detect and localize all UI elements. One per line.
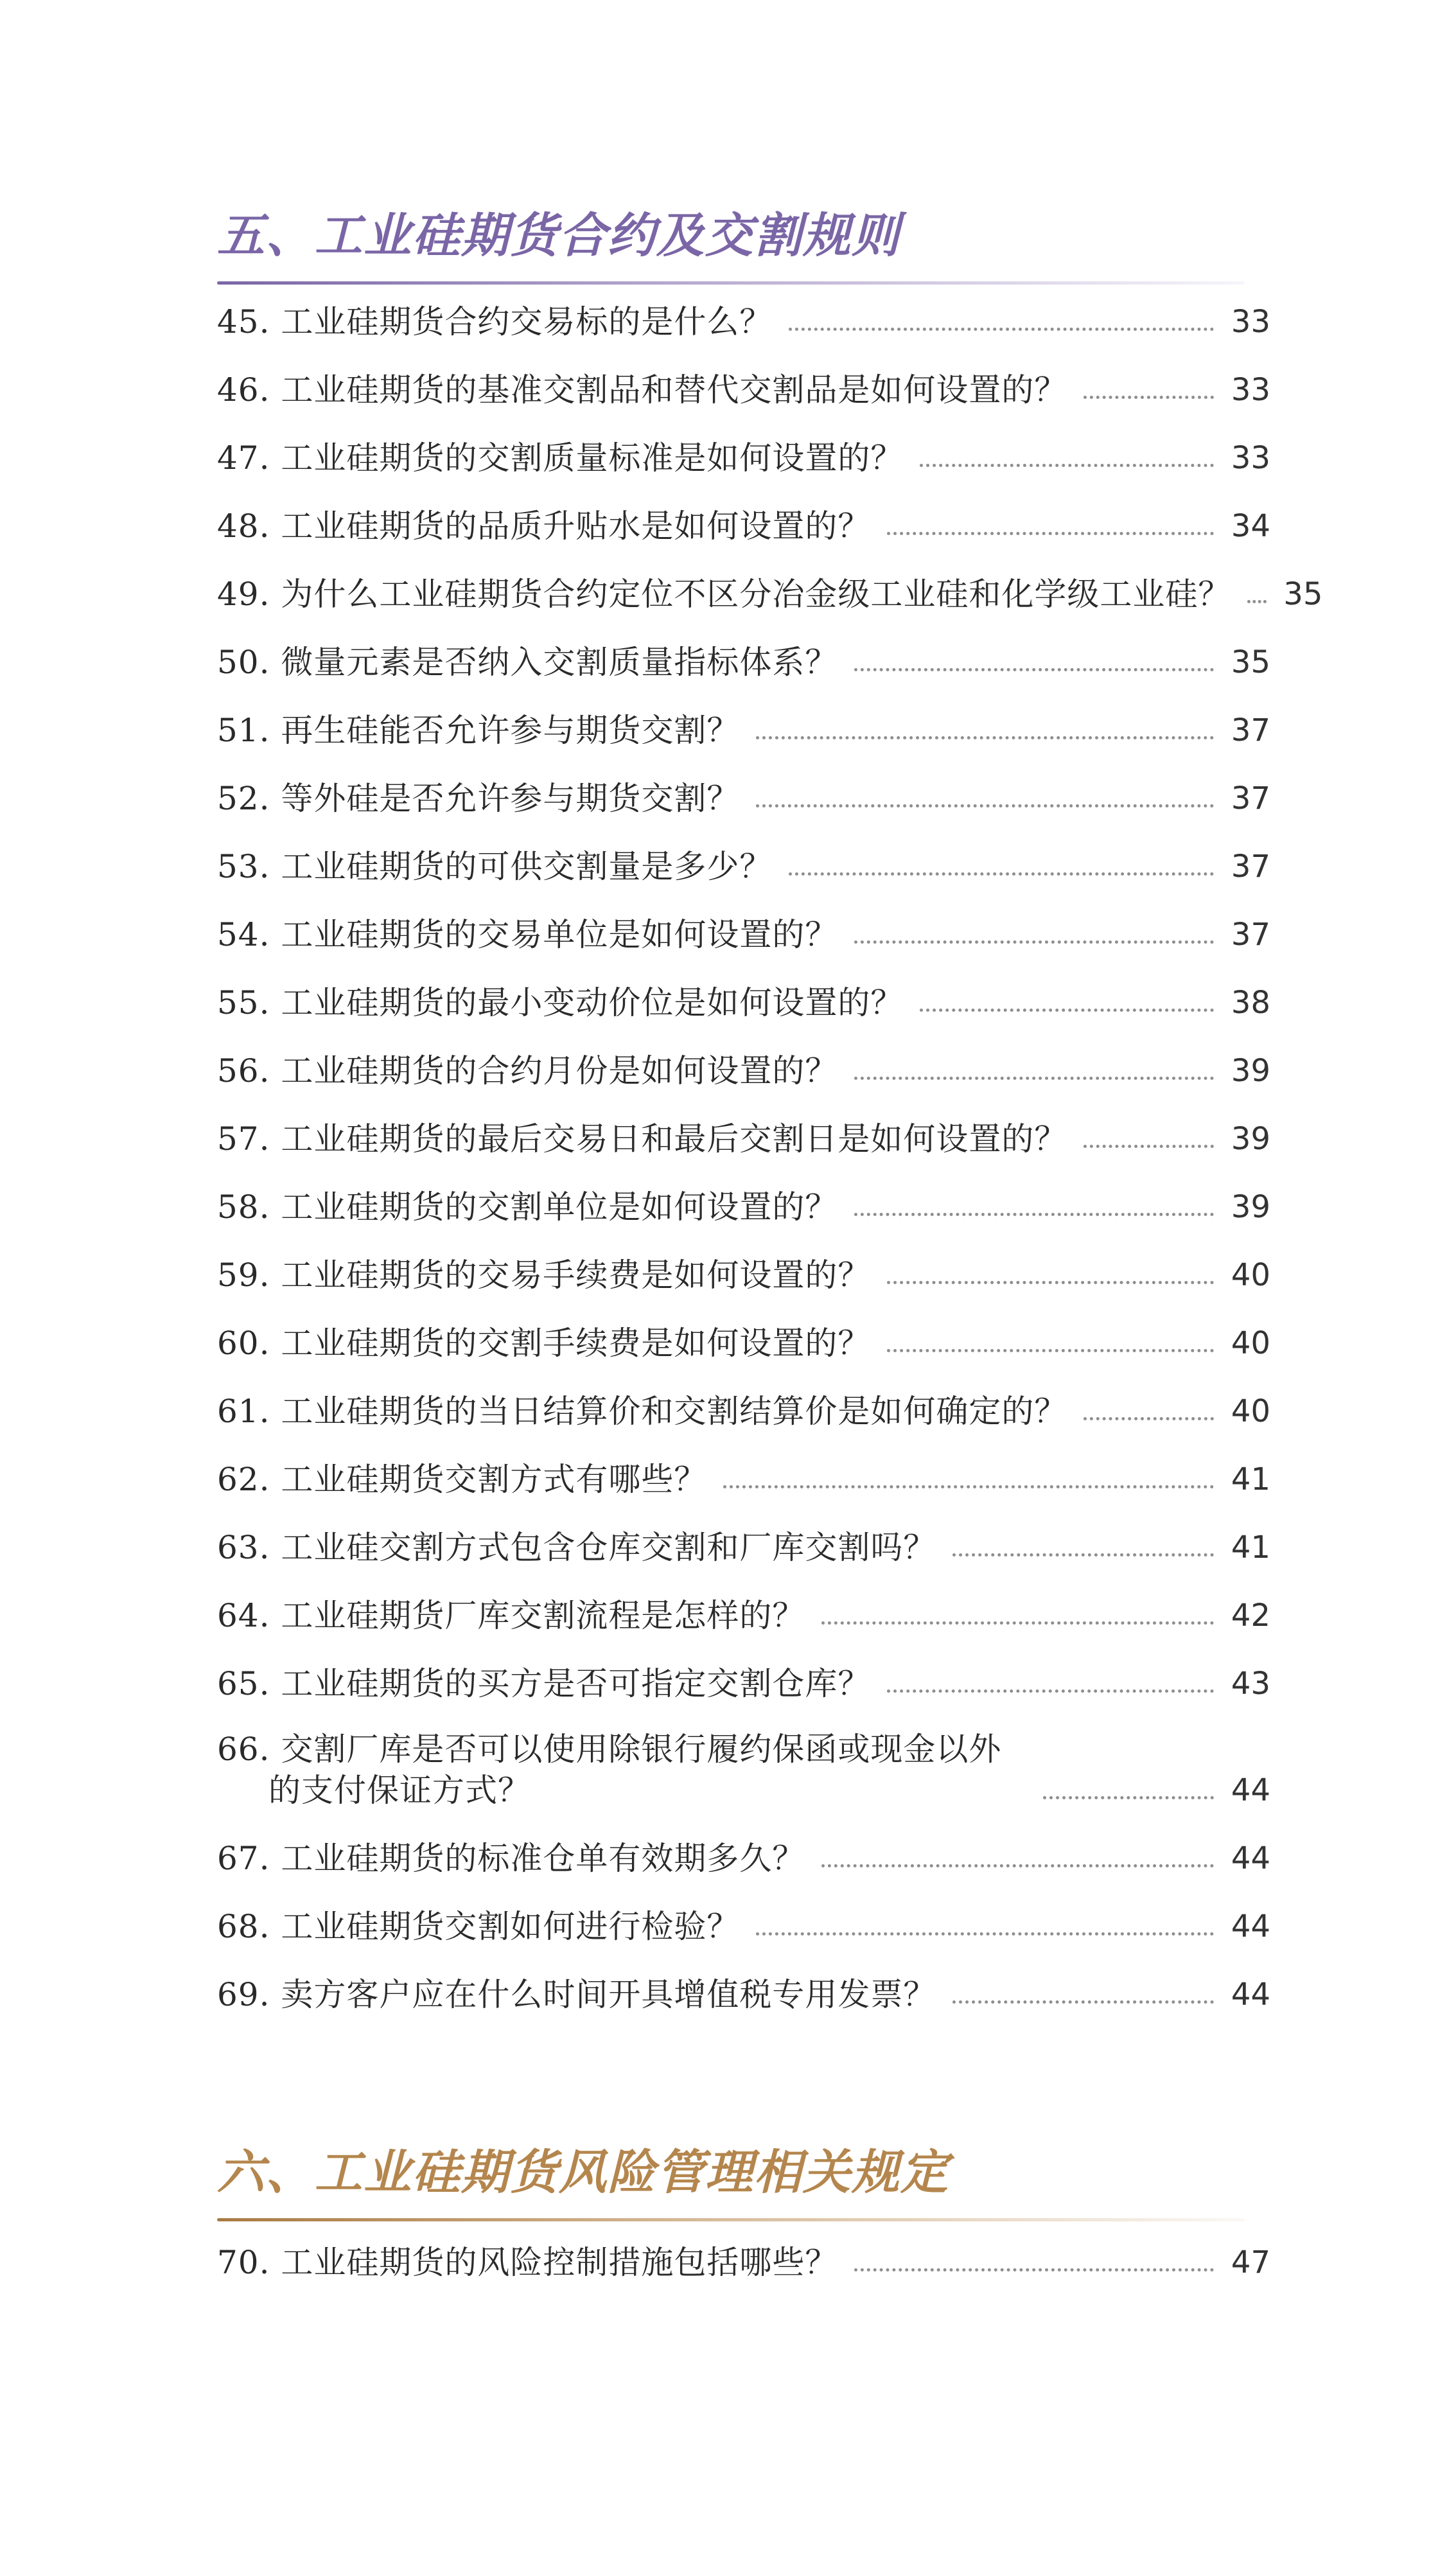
toc-entry-title: 63. 工业硅交割方式包含仓库交割和厂库交割吗？ (217, 1529, 936, 1566)
dot-leader (887, 532, 1214, 535)
toc-entry-title: 45. 工业硅期货合约交易标的是什么？ (217, 303, 773, 340)
toc-entry-63[interactable] (217, 1500, 1270, 1568)
page-number: 33 (1231, 372, 1270, 408)
toc-entry-title: 56. 工业硅期货的合约月份是如何设置的？ (217, 1052, 838, 1089)
toc-list (217, 2215, 1270, 2283)
section-title: 五、工业硅期货合约及交割规则 (217, 208, 900, 263)
toc-entry-70[interactable] (217, 2215, 1270, 2283)
page-number: 35 (1231, 644, 1270, 680)
page-number: 33 (1231, 304, 1270, 340)
page-number: 39 (1231, 1053, 1270, 1089)
dot-leader (920, 464, 1214, 467)
toc-entry-title: 69. 卖方客户应在什么时间开具增值税专用发票？ (217, 1976, 936, 2013)
dot-leader (887, 1689, 1214, 1693)
toc-entry-52[interactable] (217, 751, 1270, 819)
page-number: 42 (1231, 1598, 1270, 1634)
toc-entry-53[interactable] (217, 819, 1270, 887)
toc-entry-61[interactable] (217, 1364, 1270, 1432)
dot-leader (821, 1621, 1214, 1625)
toc-entry-68[interactable] (217, 1879, 1270, 1947)
toc-entry-59[interactable] (217, 1228, 1270, 1296)
toc-entry-title: 47. 工业硅期货的交割质量标准是如何设置的？ (217, 439, 904, 477)
dot-leader (854, 1213, 1214, 1216)
toc-entry-56[interactable] (217, 1023, 1270, 1091)
dot-leader (723, 1485, 1214, 1488)
dot-leader (952, 2000, 1214, 2004)
toc-entry-46[interactable] (217, 342, 1270, 410)
page-number: 39 (1231, 1121, 1270, 1157)
page-number: 41 (1231, 1530, 1270, 1566)
toc-entry-title: 60. 工业硅期货的交割手续费是如何设置的？ (217, 1325, 871, 1362)
dot-leader (1083, 1417, 1214, 1420)
toc-entry-title: 65. 工业硅期货的买方是否可指定交割仓库？ (217, 1665, 871, 1702)
toc-entry-67[interactable] (217, 1811, 1270, 1879)
page-number: 43 (1231, 1666, 1270, 1702)
page-number: 33 (1231, 440, 1270, 476)
toc-entry-title: 51. 再生硅能否允许参与期货交割？ (217, 712, 740, 749)
toc-list (217, 274, 1323, 2015)
toc-entry-title: 70. 工业硅期货的风险控制措施包括哪些？ (217, 2244, 838, 2281)
toc-entry-title: 48. 工业硅期货的品质升贴水是如何设置的？ (217, 507, 871, 545)
dot-leader (756, 736, 1214, 739)
section-5 (217, 208, 1323, 2015)
dot-leader (1043, 1796, 1214, 1799)
toc-entry-54[interactable] (217, 887, 1270, 955)
toc-entry-62[interactable] (217, 1432, 1270, 1500)
dot-leader (756, 1932, 1214, 1936)
dot-leader (854, 2268, 1214, 2271)
dot-leader (952, 1553, 1214, 1557)
page-number: 38 (1231, 985, 1270, 1021)
toc-entry-title: 59. 工业硅期货的交易手续费是如何设置的？ (217, 1257, 871, 1294)
page-number: 37 (1231, 917, 1270, 953)
page-number: 37 (1231, 849, 1270, 885)
toc-entry-title: 50. 微量元素是否纳入交割质量指标体系？ (217, 644, 838, 681)
page-number: 34 (1231, 508, 1270, 544)
dot-leader (789, 328, 1214, 331)
toc-entry-50[interactable] (217, 615, 1270, 683)
toc-entry-45[interactable] (217, 274, 1270, 342)
dot-leader (887, 1281, 1214, 1284)
section-title: 六、工业硅期货风险管理相关规定 (217, 2145, 949, 2200)
dot-leader (1083, 1145, 1214, 1148)
toc-entry-47[interactable] (217, 410, 1270, 479)
page-number: 44 (1231, 1772, 1270, 1808)
page-number: 44 (1231, 1840, 1270, 1876)
toc-entry-49[interactable] (217, 547, 1323, 615)
toc-entry-55[interactable] (217, 955, 1270, 1023)
toc-entry-64[interactable] (217, 1568, 1270, 1636)
toc-entry-title: 64. 工业硅期货厂库交割流程是怎样的？ (217, 1597, 805, 1634)
toc-entry-60[interactable] (217, 1296, 1270, 1364)
page-number: 37 (1231, 781, 1270, 816)
section-6 (217, 2145, 1270, 2283)
toc-entry-title: 49. 为什么工业硅期货合约定位不区分冶金级工业硅和化学级工业硅？ (217, 576, 1231, 613)
page-number: 41 (1231, 1461, 1270, 1497)
page-number: 40 (1231, 1325, 1270, 1361)
toc-entry-65[interactable] (217, 1636, 1270, 1704)
toc-entry-title: 54. 工业硅期货的交易单位是如何设置的？ (217, 916, 838, 953)
toc-entry-title: 62. 工业硅期货交割方式有哪些？ (217, 1461, 707, 1498)
toc-entry-51[interactable] (217, 683, 1270, 751)
toc-entry-title: 58. 工业硅期货的交割单位是如何设置的？ (217, 1188, 838, 1226)
toc-entry-title: 68. 工业硅期货交割如何进行检验？ (217, 1908, 740, 1945)
toc-entry-title: 53. 工业硅期货的可供交割量是多少？ (217, 848, 773, 885)
page-number: 44 (1231, 1909, 1270, 1945)
toc-entry-title: 67. 工业硅期货的标准仓单有效期多久？ (217, 1840, 805, 1877)
toc-entry-title: 46. 工业硅期货的基准交割品和替代交割品是如何设置的？ (217, 371, 1067, 409)
page-number: 40 (1231, 1393, 1270, 1429)
page-number: 35 (1283, 576, 1323, 612)
dot-leader (1083, 396, 1214, 399)
page-number: 39 (1231, 1189, 1270, 1225)
dot-leader (920, 1009, 1214, 1012)
toc-entry-48[interactable] (217, 479, 1270, 547)
toc-entry-title: 66. 交割厂库是否可以使用除银行履约保函或现金以外的支付保证方式？ (217, 1731, 1002, 1809)
dot-leader (854, 940, 1214, 944)
toc-entry-57[interactable] (217, 1091, 1270, 1160)
toc-entry-66[interactable] (217, 1704, 1270, 1811)
dot-leader (887, 1349, 1214, 1352)
page-number: 47 (1231, 2245, 1270, 2280)
dot-leader (789, 872, 1214, 876)
page-number: 40 (1231, 1257, 1270, 1293)
page-number: 44 (1231, 1977, 1270, 2013)
toc-entry-58[interactable] (217, 1160, 1270, 1228)
dot-leader (756, 804, 1214, 807)
toc-entry-title: 52. 等外硅是否允许参与期货交割？ (217, 780, 740, 817)
toc-entry-69[interactable] (217, 1947, 1270, 2015)
dot-leader (854, 668, 1214, 671)
toc-entry-title: 55. 工业硅期货的最小变动价位是如何设置的？ (217, 984, 904, 1021)
page-number: 37 (1231, 712, 1270, 748)
toc-entry-title: 61. 工业硅期货的当日结算价和交割结算价是如何确定的？ (217, 1393, 1067, 1430)
toc-entry-title: 57. 工业硅期货的最后交易日和最后交割日是如何设置的？ (217, 1120, 1067, 1158)
dot-leader (854, 1077, 1214, 1080)
dot-leader (821, 1864, 1214, 1867)
dot-leader (1247, 600, 1267, 603)
